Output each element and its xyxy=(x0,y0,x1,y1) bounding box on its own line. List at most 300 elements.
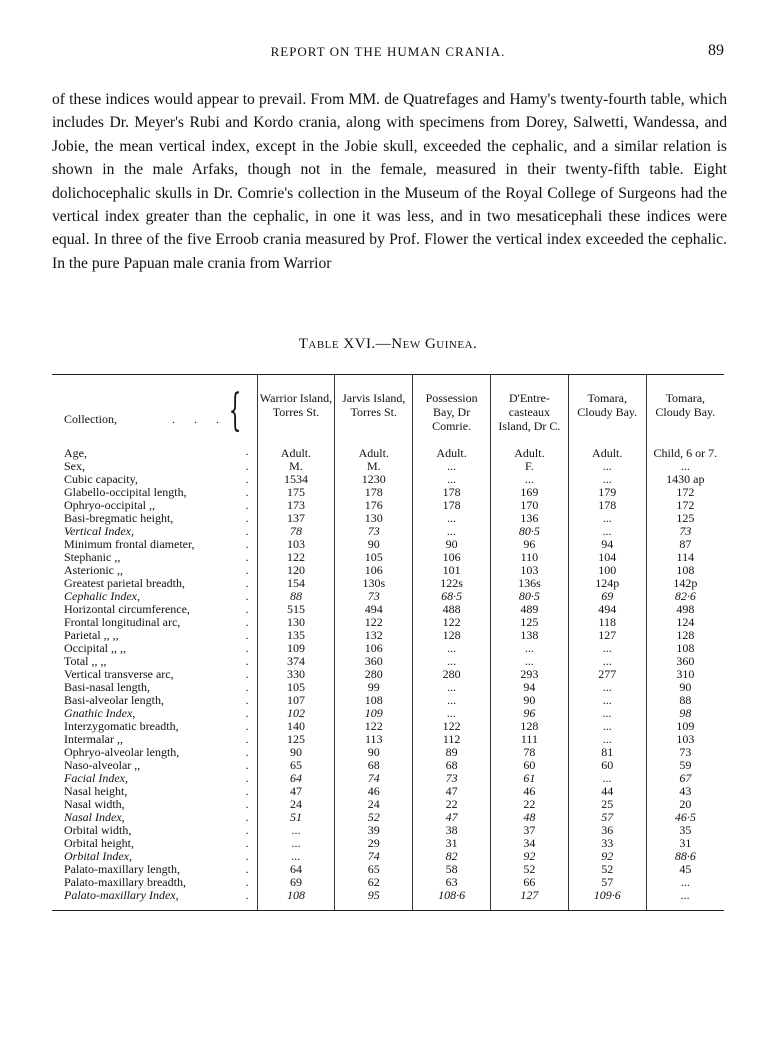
row-label-cell xyxy=(52,785,257,798)
leader-dot: . xyxy=(245,837,249,850)
table-body xyxy=(52,445,724,910)
row-label-cell xyxy=(52,850,257,863)
row-label: Minimum frontal diameter, xyxy=(64,538,195,551)
table-cell: 118 xyxy=(568,616,646,629)
table-cell: 29 xyxy=(335,837,413,850)
table-row xyxy=(52,642,724,655)
leader-dot: . xyxy=(245,486,249,499)
leader-dot: . xyxy=(245,629,249,642)
row-label-cell xyxy=(52,772,257,785)
table-cell: 135 xyxy=(257,629,335,642)
table-cell: 33 xyxy=(568,837,646,850)
table-cell: ... xyxy=(568,733,646,746)
table-row xyxy=(52,629,724,642)
table-cell: 178 xyxy=(568,499,646,512)
table-row xyxy=(52,564,724,577)
row-label: Vertical Index, xyxy=(64,525,134,538)
table-cell: 112 xyxy=(413,733,491,746)
body-paragraph: of these indices would appear to prevail. From MM. de Quatrefages and Hamy's twenty-fourth table, which includes Dr. Meyer's Rubi and Kordo crania, along with specimens from Dorey, Salwetti, Wandessa, and Jobie, the mean vertical index, except in the Jobie skull, exceeded the cephalic, and a similar relation is shown in the male Arfaks, though not in the female, measured in their twenty-fifth table. Eight dolichocephalic skulls in Dr. Comrie's collection in the Museum of the Royal College of Surgeons had the vertical index greater than the cephalic, in one it was less, and in two mesaticephali these indices were equal. In three of the five Erroob crania measured by Prof. Flower the vertical index exceeded the cephalic. In the pure Papuan male crania from Warrior xyxy=(52,91,727,272)
table-cell: 103 xyxy=(491,564,569,577)
table-cell: M. xyxy=(257,460,335,473)
table-row xyxy=(52,759,724,772)
column-header: Jarvis Island, Torres St. xyxy=(335,375,413,445)
row-label: Cephalic Index, xyxy=(64,590,140,603)
table-cell: 52 xyxy=(568,863,646,876)
table-cell: 73 xyxy=(335,525,413,538)
table-cell: 62 xyxy=(335,876,413,889)
table-row xyxy=(52,681,724,694)
row-label-cell xyxy=(52,681,257,694)
table-cell: 90 xyxy=(491,694,569,707)
table-cell: M. xyxy=(335,460,413,473)
leader-dot: . xyxy=(245,577,249,590)
column-header: Tomara, Cloudy Bay. xyxy=(568,375,646,445)
table-cell: 109·6 xyxy=(568,889,646,910)
table-cell: 111 xyxy=(491,733,569,746)
table-cell: 66 xyxy=(491,876,569,889)
table-cell: 87 xyxy=(646,538,724,551)
data-table-frame xyxy=(52,374,724,911)
table-cell: ... xyxy=(413,473,491,486)
table-cell: 128 xyxy=(413,629,491,642)
table-cell: 96 xyxy=(491,538,569,551)
table-row xyxy=(52,473,724,486)
table-cell: 113 xyxy=(335,733,413,746)
table-cell: ... xyxy=(568,720,646,733)
table-cell: ... xyxy=(568,694,646,707)
table-row xyxy=(52,538,724,551)
table-cell: 47 xyxy=(413,785,491,798)
table-cell: 73 xyxy=(335,590,413,603)
table-cell: 178 xyxy=(335,486,413,499)
leader-dot: . xyxy=(245,746,249,759)
row-label-cell xyxy=(52,551,257,564)
leader-dot: . xyxy=(245,499,249,512)
row-label: Interzygomatic breadth, xyxy=(64,720,179,733)
leader-dot: . xyxy=(245,551,249,564)
table-cell: 494 xyxy=(335,603,413,616)
row-label-cell xyxy=(52,759,257,772)
table-cell: ... xyxy=(257,850,335,863)
table-cell: 44 xyxy=(568,785,646,798)
leader-dot: . xyxy=(245,759,249,772)
row-label: Palato-maxillary length, xyxy=(64,863,180,876)
table-cell: 179 xyxy=(568,486,646,499)
table-cell: 108·6 xyxy=(413,889,491,910)
table-cell: ... xyxy=(491,642,569,655)
table-cell: 130s xyxy=(335,577,413,590)
table-cell: 51 xyxy=(257,811,335,824)
row-label: Vertical transverse arc, xyxy=(64,668,174,681)
table-cell: 45 xyxy=(646,863,724,876)
row-label: Age, xyxy=(64,446,87,460)
table-cell: 124 xyxy=(646,616,724,629)
table-cell: 36 xyxy=(568,824,646,837)
table-row xyxy=(52,445,724,460)
table-cell: 173 xyxy=(257,499,335,512)
table-cell: 60 xyxy=(568,759,646,772)
table-cell: 103 xyxy=(257,538,335,551)
table-cell: 31 xyxy=(413,837,491,850)
table-row xyxy=(52,785,724,798)
leader-dot: . xyxy=(245,811,249,824)
table-cell: 37 xyxy=(491,824,569,837)
table-cell: 170 xyxy=(491,499,569,512)
column-header: Possession Bay, Dr Comrie. xyxy=(413,375,491,445)
table-cell: 109 xyxy=(335,707,413,720)
table-cell: 39 xyxy=(335,824,413,837)
table-cell: ... xyxy=(413,655,491,668)
table-cell: 178 xyxy=(413,486,491,499)
row-label-cell xyxy=(52,811,257,824)
table-cell: 46·5 xyxy=(646,811,724,824)
table-cell: 74 xyxy=(335,772,413,785)
table-row xyxy=(52,798,724,811)
table-cell: 48 xyxy=(491,811,569,824)
table-cell: 128 xyxy=(491,720,569,733)
row-label: Ophryo-alveolar length, xyxy=(64,746,180,759)
table-cell: 22 xyxy=(491,798,569,811)
table-cell: ... xyxy=(568,525,646,538)
table-cell: 122 xyxy=(257,551,335,564)
table-title: Table XVI.—New Guinea. xyxy=(298,336,478,352)
row-label-cell xyxy=(52,733,257,746)
leader-dot: . xyxy=(245,785,249,798)
table-cell: 90 xyxy=(257,746,335,759)
table-cell: 109 xyxy=(257,642,335,655)
table-cell: 35 xyxy=(646,824,724,837)
row-label-cell xyxy=(52,473,257,486)
row-label-cell xyxy=(52,590,257,603)
table-cell: 176 xyxy=(335,499,413,512)
table-cell: Adult. xyxy=(491,445,569,460)
table-cell: 74 xyxy=(335,850,413,863)
table-cell: ... xyxy=(568,642,646,655)
leader-dot: . xyxy=(245,445,249,458)
table-cell: 127 xyxy=(568,629,646,642)
table-cell: 130 xyxy=(335,512,413,525)
table-row xyxy=(52,863,724,876)
table-cell: 109 xyxy=(646,720,724,733)
table-cell: Adult. xyxy=(413,445,491,460)
table-cell: ... xyxy=(646,876,724,889)
table-cell: 88 xyxy=(257,590,335,603)
table-cell: 67 xyxy=(646,772,724,785)
table-cell: Adult. xyxy=(568,445,646,460)
table-cell: 154 xyxy=(257,577,335,590)
table-cell: 90 xyxy=(335,746,413,759)
table-cell: 125 xyxy=(491,616,569,629)
leader-dot: . xyxy=(245,694,249,707)
table-cell: 108 xyxy=(257,889,335,910)
table-row xyxy=(52,811,724,824)
table-cell: 178 xyxy=(413,499,491,512)
table-cell: 81 xyxy=(568,746,646,759)
row-label: Basi-alveolar length, xyxy=(64,694,164,707)
table-cell: 103 xyxy=(646,733,724,746)
row-label: Palato-maxillary breadth, xyxy=(64,876,186,889)
table-cell: 80·5 xyxy=(491,525,569,538)
table-cell: 69 xyxy=(568,590,646,603)
row-label: Greatest parietal breadth, xyxy=(64,577,185,590)
row-label-cell xyxy=(52,863,257,876)
table-cell: 128 xyxy=(646,629,724,642)
table-row xyxy=(52,655,724,668)
table-cell: ... xyxy=(568,707,646,720)
row-label-cell xyxy=(52,694,257,707)
table-cell: 280 xyxy=(335,668,413,681)
row-label-cell xyxy=(52,642,257,655)
row-label-cell xyxy=(52,512,257,525)
table-cell: 57 xyxy=(568,811,646,824)
table-cell: 124p xyxy=(568,577,646,590)
table-cell: ... xyxy=(568,473,646,486)
table-cell: 78 xyxy=(491,746,569,759)
table-cell: ... xyxy=(413,707,491,720)
table-cell: Adult. xyxy=(257,445,335,460)
row-label-cell xyxy=(52,655,257,668)
row-label: Intermalar ,, xyxy=(64,733,123,746)
table-cell: 515 xyxy=(257,603,335,616)
table-row xyxy=(52,720,724,733)
table-cell: 125 xyxy=(646,512,724,525)
table-cell: ... xyxy=(646,460,724,473)
table-cell: 488 xyxy=(413,603,491,616)
table-cell: ... xyxy=(257,824,335,837)
table-cell: 374 xyxy=(257,655,335,668)
table-cell: 122s xyxy=(413,577,491,590)
leader-dot: . xyxy=(245,850,249,863)
leader-dot: . xyxy=(245,824,249,837)
brace-mark: { xyxy=(228,385,241,436)
table-row xyxy=(52,551,724,564)
table-cell: Child, 6 or 7. xyxy=(646,445,724,460)
leader-dot: . xyxy=(245,798,249,811)
running-head: REPORT ON THE HUMAN CRANIA. xyxy=(270,44,506,59)
table-cell: 108 xyxy=(646,642,724,655)
table-cell: 22 xyxy=(413,798,491,811)
table-cell: 122 xyxy=(335,720,413,733)
table-cell: 65 xyxy=(335,863,413,876)
table-cell: 107 xyxy=(257,694,335,707)
table-cell: 102 xyxy=(257,707,335,720)
row-label-cell xyxy=(52,460,257,473)
table-cell: 130 xyxy=(257,616,335,629)
row-label: Total ,, ,, xyxy=(64,655,107,668)
leader-dot: . xyxy=(245,720,249,733)
table-cell: ... xyxy=(568,772,646,785)
table-row xyxy=(52,486,724,499)
table-cell: 277 xyxy=(568,668,646,681)
row-label: Nasal Index, xyxy=(64,811,125,824)
row-label-cell xyxy=(52,616,257,629)
table-cell: 1430 ap xyxy=(646,473,724,486)
table-cell: Adult. xyxy=(335,445,413,460)
table-cell: 100 xyxy=(568,564,646,577)
table-row xyxy=(52,876,724,889)
table-cell: 90 xyxy=(335,538,413,551)
table-cell: 489 xyxy=(491,603,569,616)
table-cell: 68·5 xyxy=(413,590,491,603)
table-cell: 52 xyxy=(491,863,569,876)
table-cell: 1534 xyxy=(257,473,335,486)
table-cell: ... xyxy=(413,525,491,538)
table-cell: 47 xyxy=(413,811,491,824)
row-label-cell xyxy=(52,668,257,681)
column-header: D'Entre-casteaux Island, Dr C. xyxy=(491,375,569,445)
table-cell: ... xyxy=(491,473,569,486)
table-cell: 46 xyxy=(491,785,569,798)
row-label: Gnathic Index, xyxy=(64,707,136,720)
table-cell: 90 xyxy=(413,538,491,551)
table-cell: 169 xyxy=(491,486,569,499)
table-cell: 94 xyxy=(568,538,646,551)
table-cell: 88·6 xyxy=(646,850,724,863)
row-label-cell xyxy=(52,603,257,616)
row-label-cell xyxy=(52,577,257,590)
table-cell: 80·5 xyxy=(491,590,569,603)
leader-dot: . xyxy=(245,655,249,668)
table-row xyxy=(52,837,724,850)
row-label: Parietal ,, ,, xyxy=(64,629,119,642)
leader-dot: . xyxy=(245,525,249,538)
table-cell: 293 xyxy=(491,668,569,681)
table-cell: 90 xyxy=(646,681,724,694)
table-cell: ... xyxy=(413,460,491,473)
table-cell: 20 xyxy=(646,798,724,811)
table-cell: 360 xyxy=(335,655,413,668)
row-label: Cubic capacity, xyxy=(64,473,138,486)
table-cell: 24 xyxy=(335,798,413,811)
table-cell: 31 xyxy=(646,837,724,850)
leader-dot: . xyxy=(245,876,249,889)
table-cell: ... xyxy=(568,512,646,525)
table-cell: ... xyxy=(646,889,724,910)
table-row xyxy=(52,850,724,863)
collection-header xyxy=(52,375,257,445)
table-cell: 136s xyxy=(491,577,569,590)
table-cell: 59 xyxy=(646,759,724,772)
table-cell: ... xyxy=(413,642,491,655)
table-cell: 125 xyxy=(257,733,335,746)
table-row xyxy=(52,460,724,473)
row-label: Stephanic ,, xyxy=(64,551,121,564)
leader-dot: . xyxy=(245,772,249,785)
table-cell: 142p xyxy=(646,577,724,590)
table-cell: ... xyxy=(491,655,569,668)
leader-dot: . xyxy=(245,473,249,486)
table-cell: 114 xyxy=(646,551,724,564)
table-cell: 104 xyxy=(568,551,646,564)
table-cell: 310 xyxy=(646,668,724,681)
table-cell: 106 xyxy=(335,564,413,577)
row-label: Basi-nasal length, xyxy=(64,681,150,694)
leader-dot: . xyxy=(245,460,249,473)
leader-dot: . xyxy=(245,590,249,603)
table-cell: 57 xyxy=(568,876,646,889)
table-cell: 95 xyxy=(335,889,413,910)
row-label-cell xyxy=(52,720,257,733)
table-cell: 94 xyxy=(491,681,569,694)
table-cell: 108 xyxy=(646,564,724,577)
table-cell: 64 xyxy=(257,863,335,876)
table-cell: 96 xyxy=(491,707,569,720)
table-cell: 47 xyxy=(257,785,335,798)
table-cell: 127 xyxy=(491,889,569,910)
table-cell: 24 xyxy=(257,798,335,811)
leader-dot: . xyxy=(245,538,249,551)
leader-dot: . xyxy=(245,668,249,681)
table-cell: 137 xyxy=(257,512,335,525)
row-label-cell xyxy=(52,486,257,499)
table-row xyxy=(52,889,724,910)
leader-dot: . xyxy=(245,889,249,902)
table-cell: 69 xyxy=(257,876,335,889)
table-cell: 82 xyxy=(413,850,491,863)
table-cell: 68 xyxy=(413,759,491,772)
row-label-cell xyxy=(52,629,257,642)
row-label-cell xyxy=(52,876,257,889)
table-cell: 120 xyxy=(257,564,335,577)
table-cell: 68 xyxy=(335,759,413,772)
table-cell: 88 xyxy=(646,694,724,707)
table-row xyxy=(52,772,724,785)
table-cell: 65 xyxy=(257,759,335,772)
table-cell: 82·6 xyxy=(646,590,724,603)
row-label-cell xyxy=(52,746,257,759)
table-cell: 38 xyxy=(413,824,491,837)
table-cell: 46 xyxy=(335,785,413,798)
row-label: Frontal longitudinal arc, xyxy=(64,616,181,629)
table-row xyxy=(52,616,724,629)
table-cell: 138 xyxy=(491,629,569,642)
table-cell: 122 xyxy=(413,720,491,733)
table-cell: 105 xyxy=(335,551,413,564)
table-cell: 101 xyxy=(413,564,491,577)
table-row xyxy=(52,577,724,590)
table-header-row xyxy=(52,375,724,445)
row-label-cell xyxy=(52,889,257,910)
table-cell: 106 xyxy=(413,551,491,564)
row-label-cell xyxy=(52,538,257,551)
table-cell: 64 xyxy=(257,772,335,785)
table-cell: 122 xyxy=(413,616,491,629)
collection-label: Collection, xyxy=(64,412,117,426)
table-cell: 98 xyxy=(646,707,724,720)
table-cell: 34 xyxy=(491,837,569,850)
row-label: Basi-bregmatic height, xyxy=(64,512,174,525)
table-cell: 25 xyxy=(568,798,646,811)
table-cell: ... xyxy=(413,694,491,707)
table-cell: 78 xyxy=(257,525,335,538)
table-cell: 172 xyxy=(646,499,724,512)
row-label-cell xyxy=(52,824,257,837)
row-label-cell xyxy=(52,707,257,720)
table-cell: 73 xyxy=(646,746,724,759)
row-label: Facial Index, xyxy=(64,772,128,785)
table-cell: F. xyxy=(491,460,569,473)
table-cell: 99 xyxy=(335,681,413,694)
table-row xyxy=(52,525,724,538)
table-cell: 92 xyxy=(491,850,569,863)
row-label: Glabello-occipital length, xyxy=(64,486,187,499)
leader-dots: . . . xyxy=(172,412,227,426)
leader-dot: . xyxy=(245,616,249,629)
row-label-cell xyxy=(52,445,257,460)
table-row xyxy=(52,746,724,759)
table-row xyxy=(52,824,724,837)
leader-dot: . xyxy=(245,681,249,694)
